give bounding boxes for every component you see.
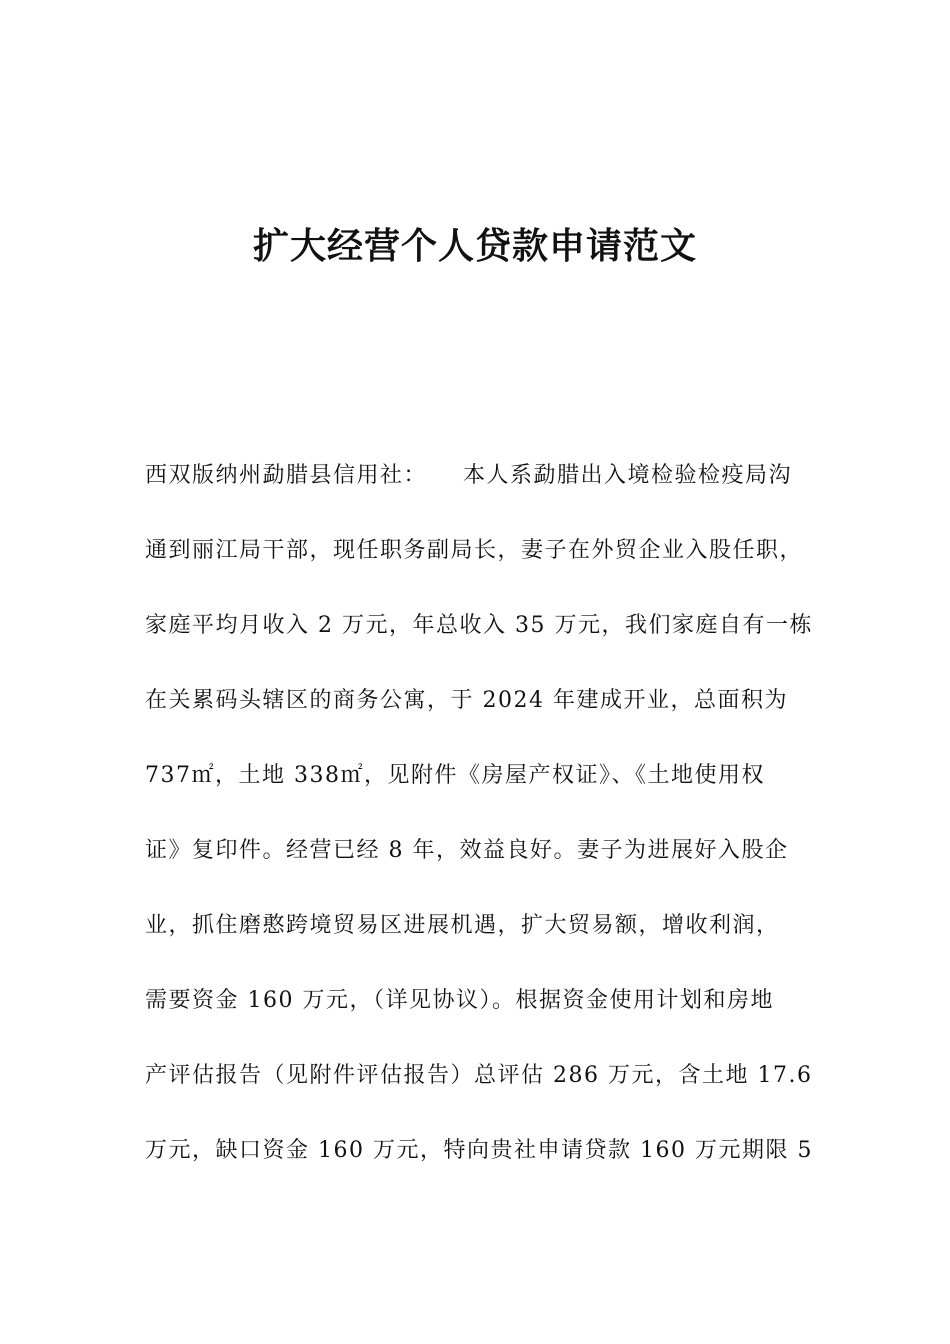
body-line-10: 万元，缺口资金 160 万元，特向贵社申请贷款 160 万元期限 5	[145, 1138, 813, 1163]
body-line-9: 产评估报告（见附件评估报告）总评估 286 万元，含土地 17.6	[145, 1063, 813, 1088]
body-line-6: 证》复印件。经营已经 8 年，效益良好。妻子为进展好入股企	[145, 838, 789, 863]
document-body	[145, 458, 813, 1208]
body-line-8: 需要资金 160 万元，（详见协议）。根据资金使用计划和房地	[145, 988, 774, 1013]
body-line-4: 在关累码头辖区的商务公寓，于 2024 年建成开业，总面积为	[145, 688, 788, 713]
body-line-2: 通到丽江局干部，现任职务副局长，妻子在外贸企业入股任职，	[145, 538, 804, 563]
body-line-3: 家庭平均月收入 2 万元，年总收入 35 万元，我们家庭自有一栋	[145, 613, 813, 638]
body-line-5: 737㎡，土地 338㎡，见附件《房屋产权证》、《土地使用权	[145, 763, 765, 788]
body-line-7: 业，抓住磨憨跨境贸易区进展机遇，扩大贸易额，增收利润，	[145, 913, 780, 938]
body-line-1: 西双版纳州勐腊县信用社： 本人系勐腊出入境检验检疫局沟	[145, 463, 793, 488]
document-title: 扩大经营个人贷款申请范文	[252, 226, 697, 267]
